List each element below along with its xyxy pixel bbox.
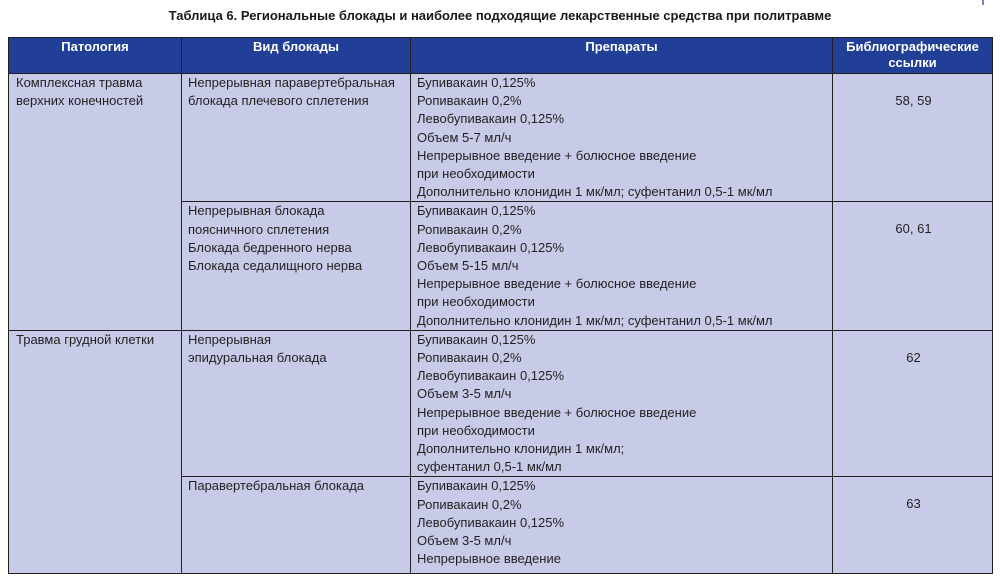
blockade-line: Блокада седалищного нерва [188,258,363,274]
pathology-cell [9,330,182,574]
blockade-line: поясничного сплетения [188,221,330,237]
table-row [9,330,993,477]
blockade-table [8,37,993,574]
drug-line: Дополнительно клонидин 1 мк/мл; суфентанил 0,5-1 мк/мл [417,184,773,200]
reference-numbers: 60, 61 [895,221,932,237]
header-drugs: Препараты [411,38,833,74]
references-cell [833,477,993,574]
drug-line: Бупивакаин 0,125% [417,478,536,494]
page-corner-mark [982,0,984,5]
drug-line: при необходимости [417,166,535,182]
drug-line: Непрерывное введение + болюсное введение [417,276,697,292]
drug-line: Непрерывное введение [417,551,561,567]
drug-line: Непрерывное введение + болюсное введение [417,147,697,163]
blockade-line: Паравертебральная блокада [188,478,365,494]
header-pathology: Патология [9,38,182,74]
drug-line: Объем 5-15 мл/ч [417,258,519,274]
drug-line: при необходимости [417,422,535,438]
drug-line: при необходимости [417,294,535,310]
drug-line: Бупивакаин 0,125% [417,331,536,347]
blockade-line: Непрерывная блокада [188,203,325,219]
drug-line: Объем 3-5 мл/ч [417,386,512,402]
drugs-cell [411,74,833,202]
pathology-text: Травма грудной клетки [16,331,155,347]
references-cell [833,330,993,477]
drug-line: Левобупивакаин 0,125% [417,111,565,127]
drug-line: Бупивакаин 0,125% [417,203,536,219]
drugs-cell [411,202,833,330]
blockade-cell [182,74,411,202]
blockade-cell [182,202,411,330]
drug-line: Ропивакаин 0,2% [417,93,522,109]
drug-line: Объем 5-7 мл/ч [417,129,512,145]
reference-numbers: 62 [906,349,921,365]
drug-line: Ропивакаин 0,2% [417,221,522,237]
header-blockade-type: Вид блокады [182,38,411,74]
pathology-cell [9,74,182,331]
drug-line: Дополнительно клонидин 1 мк/мл; суфентанил 0,5-1 мк/мл [417,312,773,328]
drug-line: Левобупивакаин 0,125% [417,514,565,530]
drug-line: Непрерывное введение + болюсное введение [417,404,697,420]
drug-line: Левобупивакаин 0,125% [417,239,565,255]
blockade-line: эпидуральная блокада [188,350,327,366]
drug-line: Объем 3-5 мл/ч [417,533,512,549]
drug-line: Левобупивакаин 0,125% [417,368,565,384]
table-title: Таблица 6. Региональные блокады и наиболее подходящие лекарственные средства при политравме [168,8,832,23]
blockade-cell [182,477,411,574]
drug-line: Дополнительно клонидин 1 мк/мл; [417,441,625,457]
drug-line: суфентанил 0,5-1 мк/мл [417,459,562,475]
drug-line: Ропивакаин 0,2% [417,496,522,512]
header-references: Библиографические ссылки [833,38,993,74]
blockade-line: Непрерывная [188,331,272,347]
blockade-line: блокада плечевого сплетения [188,93,369,109]
references-cell [833,74,993,202]
drug-line: Ропивакаин 0,2% [417,350,522,366]
reference-numbers: 58, 59 [895,93,932,108]
blockade-line: Непрерывная паравертебральная [188,75,395,90]
blockade-line: Блокада бедренного нерва [188,239,352,255]
drugs-cell [411,330,833,477]
references-cell [833,202,993,330]
reference-numbers: 63 [906,496,921,512]
pathology-text: Комплексная травма верхних конечностей [16,75,144,109]
table-header-row [9,38,993,74]
drugs-cell [411,477,833,574]
drug-line: Бупивакаин 0,125% [417,75,536,90]
table-row [9,74,993,202]
blockade-cell [182,330,411,477]
